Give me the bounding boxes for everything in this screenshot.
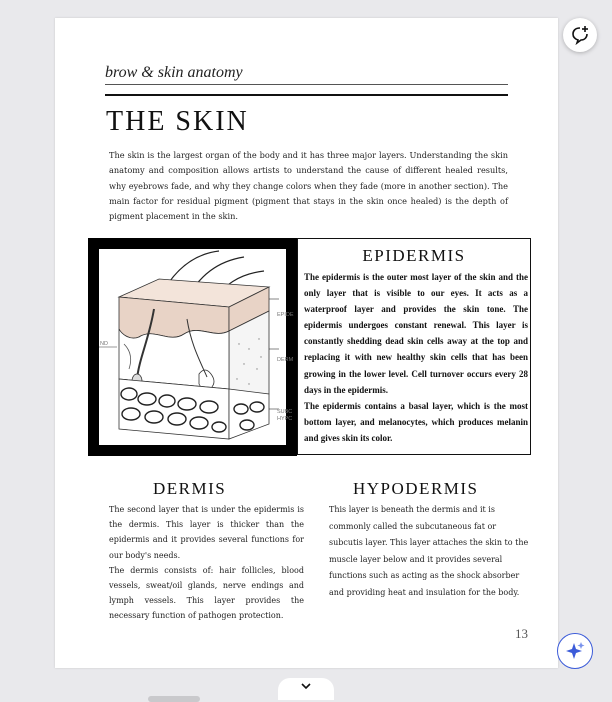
- dermis-paragraph-2: The dermis consists of: hair follicles, blood vessels, sweat/oil glands, nerve endings and lymph vessels. This layer provides the necessary function of pathogen protection.: [109, 565, 304, 621]
- dermis-paragraph-1: The second layer that is under the epidermis is the dermis. This layer is thicker than the epidermis and it provides several functions for our body's needs.: [109, 505, 304, 560]
- label-dermis: DERM: [277, 357, 294, 363]
- comment-add-icon: [570, 25, 590, 45]
- sparkle-icon: [565, 641, 585, 661]
- epidermis-heading: EPIDERMIS: [362, 246, 466, 265]
- skin-diagram-frame: [88, 238, 297, 456]
- hypodermis-text: This layer is beneath the dermis and it is commonly called the subcutaneous fat or subcutis layer. This layer attaches the skin to the muscle layer below and it provides several functions such as acting as the shock absorber and providing heat and insulation for the body.: [329, 505, 529, 597]
- title-divider: [105, 94, 508, 96]
- label-left: ND: [100, 341, 108, 347]
- epidermis-paragraph-1: The epidermis is the outer most layer of the skin and the only layer that is visible to our eyes. It acts as a waterproof layer and provides the skin tone. The epidermis undergoes constant renewal. This layer is constantly shedding dead skin cells away at the top and replacing it with new healthy skin cells that has been growing in the lower level. Cell turnover occurs every 28 days in the epidermis.: [304, 272, 528, 395]
- label-epidermis: EPIDE: [277, 312, 294, 318]
- chevron-down-icon: [301, 682, 311, 690]
- dermis-text: [109, 502, 304, 624]
- hypodermis-heading: HYPODERMIS: [353, 479, 479, 498]
- label-subcutis-1: SUBC: [277, 409, 293, 415]
- page-number: 13: [515, 626, 528, 641]
- scroll-down-button[interactable]: [278, 678, 334, 700]
- skin-cross-section-illustration: [99, 249, 294, 445]
- epidermis-box: [297, 238, 531, 455]
- intro-paragraph: The skin is the largest organ of the body and it has three major layers. Understanding the skin anatomy and composition allows artists to understand the cause of different healed results, why eyebrows fade, and why they change colors when they fade (more in another section). The main factor for residual pigment (pigment that stays in the skin once healed) is the depth of pigment placement in the skin.: [109, 150, 508, 222]
- assistant-button[interactable]: [557, 633, 593, 669]
- scroll-indicator: [148, 696, 200, 702]
- epidermis-text: [304, 269, 528, 446]
- label-subcutis-2: HYPC: [277, 416, 293, 422]
- epidermis-paragraph-2: The epidermis contains a basal layer, which is the most bottom layer, and melanocytes, which produces melanin and gives skin its color.: [304, 400, 528, 443]
- document-subtitle: brow & skin anatomy: [105, 64, 508, 85]
- dermis-heading: DERMIS: [153, 479, 227, 498]
- add-comment-button[interactable]: [563, 18, 597, 52]
- document-page: [55, 18, 558, 668]
- page-title: THE SKIN: [106, 106, 249, 137]
